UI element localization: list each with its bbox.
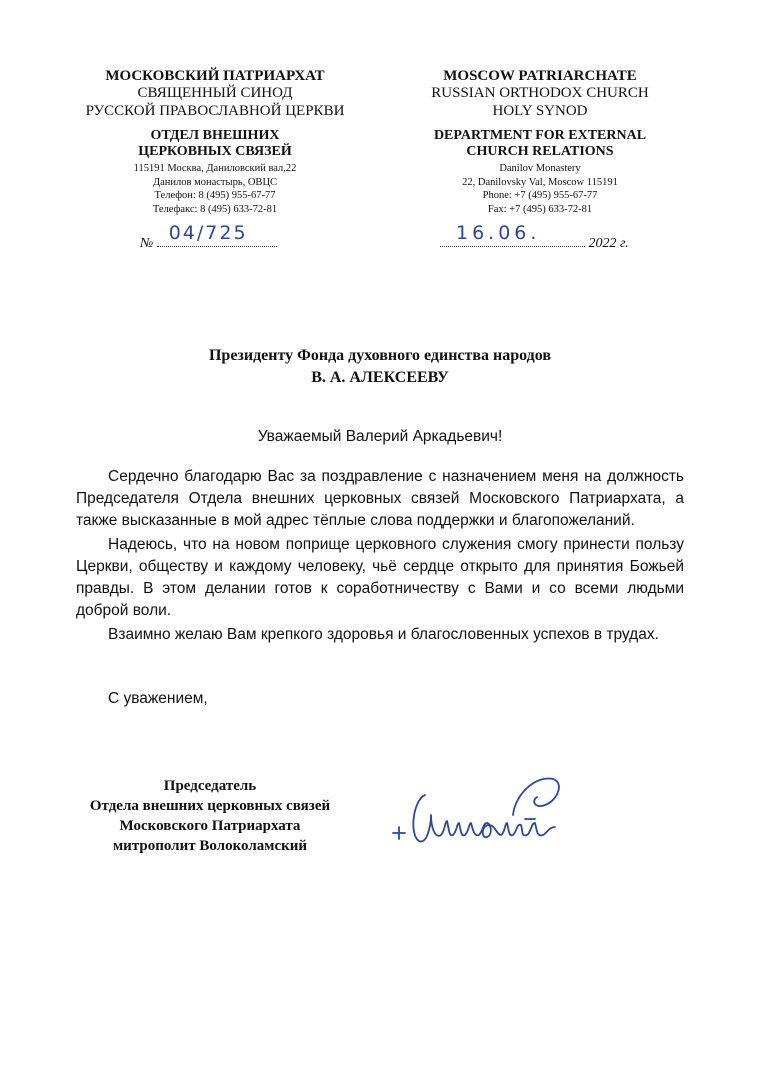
address-en: [395, 162, 685, 217]
address-ru-line2: Данилов монастырь, ОВЦС: [152, 176, 278, 188]
paragraph: Взаимно желаю Вам крепкого здоровья и благословенных успехов в трудах.: [108, 626, 659, 643]
signatory-title: Председатель: [163, 778, 257, 794]
synod-en: HOLY SYNOD: [492, 102, 588, 119]
signatory-organization: Московского Патриархата: [119, 818, 301, 834]
registration-date: [440, 222, 629, 252]
date-field: [440, 222, 585, 247]
paragraph: Сердечно благодарю Вас за поздравление с назначением меня на должность Председателя Отдела внешних церковных связей Московского Патриархата, а также высказанные в мой адрес тёплые слова поддержки и благопожеланий.: [76, 468, 684, 529]
handwritten-number: 04/725: [168, 222, 248, 244]
closing: С уважением,: [108, 690, 208, 707]
address-en-line1: Danilov Monastery: [499, 162, 581, 174]
addressee: [100, 345, 660, 388]
letterhead-english: [395, 68, 685, 217]
number-field: [157, 222, 277, 247]
address-ru: [60, 162, 370, 217]
paragraph: Надеюсь, что на новом поприще церковного служения смогу принести пользу Церкви, обществу и каждому человеку, чьё сердце открыто для принятия Божьей правды. В этом делании готов к соработничеству с Вами и со всеми людьми доброй воли.: [76, 536, 684, 619]
phone-en: Phone: +7 (495) 955-67-77: [482, 190, 598, 202]
letter-body: [76, 466, 684, 648]
addressee-line2: В. А. АЛЕКСЕЕВУ: [311, 368, 449, 386]
department-ru-line2: ЦЕРКОВНЫХ СВЯЗЕЙ: [138, 143, 292, 159]
handwritten-signature: [385, 765, 585, 875]
address-ru-line1: 115191 Москва, Даниловский вал,22: [133, 162, 297, 174]
address-en-line2: 22, Danilovsky Val, Moscow 115191: [462, 176, 618, 188]
org-name-ru: МОСКОВСКИЙ ПАТРИАРХАТ: [105, 68, 325, 84]
registration-number: [140, 222, 277, 252]
greeting: Уважаемый Валерий Аркадьевич!: [257, 428, 503, 445]
addressee-line1: Президенту Фонда духовного единства народов: [208, 347, 552, 364]
department-en-line1: DEPARTMENT FOR EXTERNAL: [433, 127, 647, 143]
letterhead-russian: [60, 68, 370, 217]
year-label: 2022 г.: [588, 236, 629, 251]
department-ru: [60, 128, 370, 160]
signatory-name: митрополит Волоколамский: [112, 838, 308, 854]
org-name-en: MOSCOW PATRIARCHATE: [443, 68, 637, 84]
fax-ru: Телефакс: 8 (495) 633-72-81: [152, 203, 278, 215]
signatory-block: [40, 776, 380, 856]
signatory-department: Отдела внешних церковных связей: [89, 798, 331, 814]
church-ru: РУССКОЙ ПРАВОСЛАВНОЙ ЦЕРКВИ: [85, 102, 345, 119]
department-en-line2: CHURCH RELATIONS: [466, 143, 614, 159]
phone-ru: Телефон: 8 (495) 955-67-77: [154, 190, 276, 202]
fax-en: Fax: +7 (495) 633-72-81: [487, 203, 593, 215]
department-en: [395, 128, 685, 160]
handwritten-date: 16.06.: [456, 222, 541, 244]
number-label: №: [140, 236, 154, 251]
synod-ru: СВЯЩЕННЫЙ СИНОД: [137, 85, 293, 102]
department-ru-line1: ОТДЕЛ ВНЕШНИХ: [150, 127, 280, 143]
church-en: RUSSIAN ORTHODOX CHURCH: [431, 85, 649, 102]
